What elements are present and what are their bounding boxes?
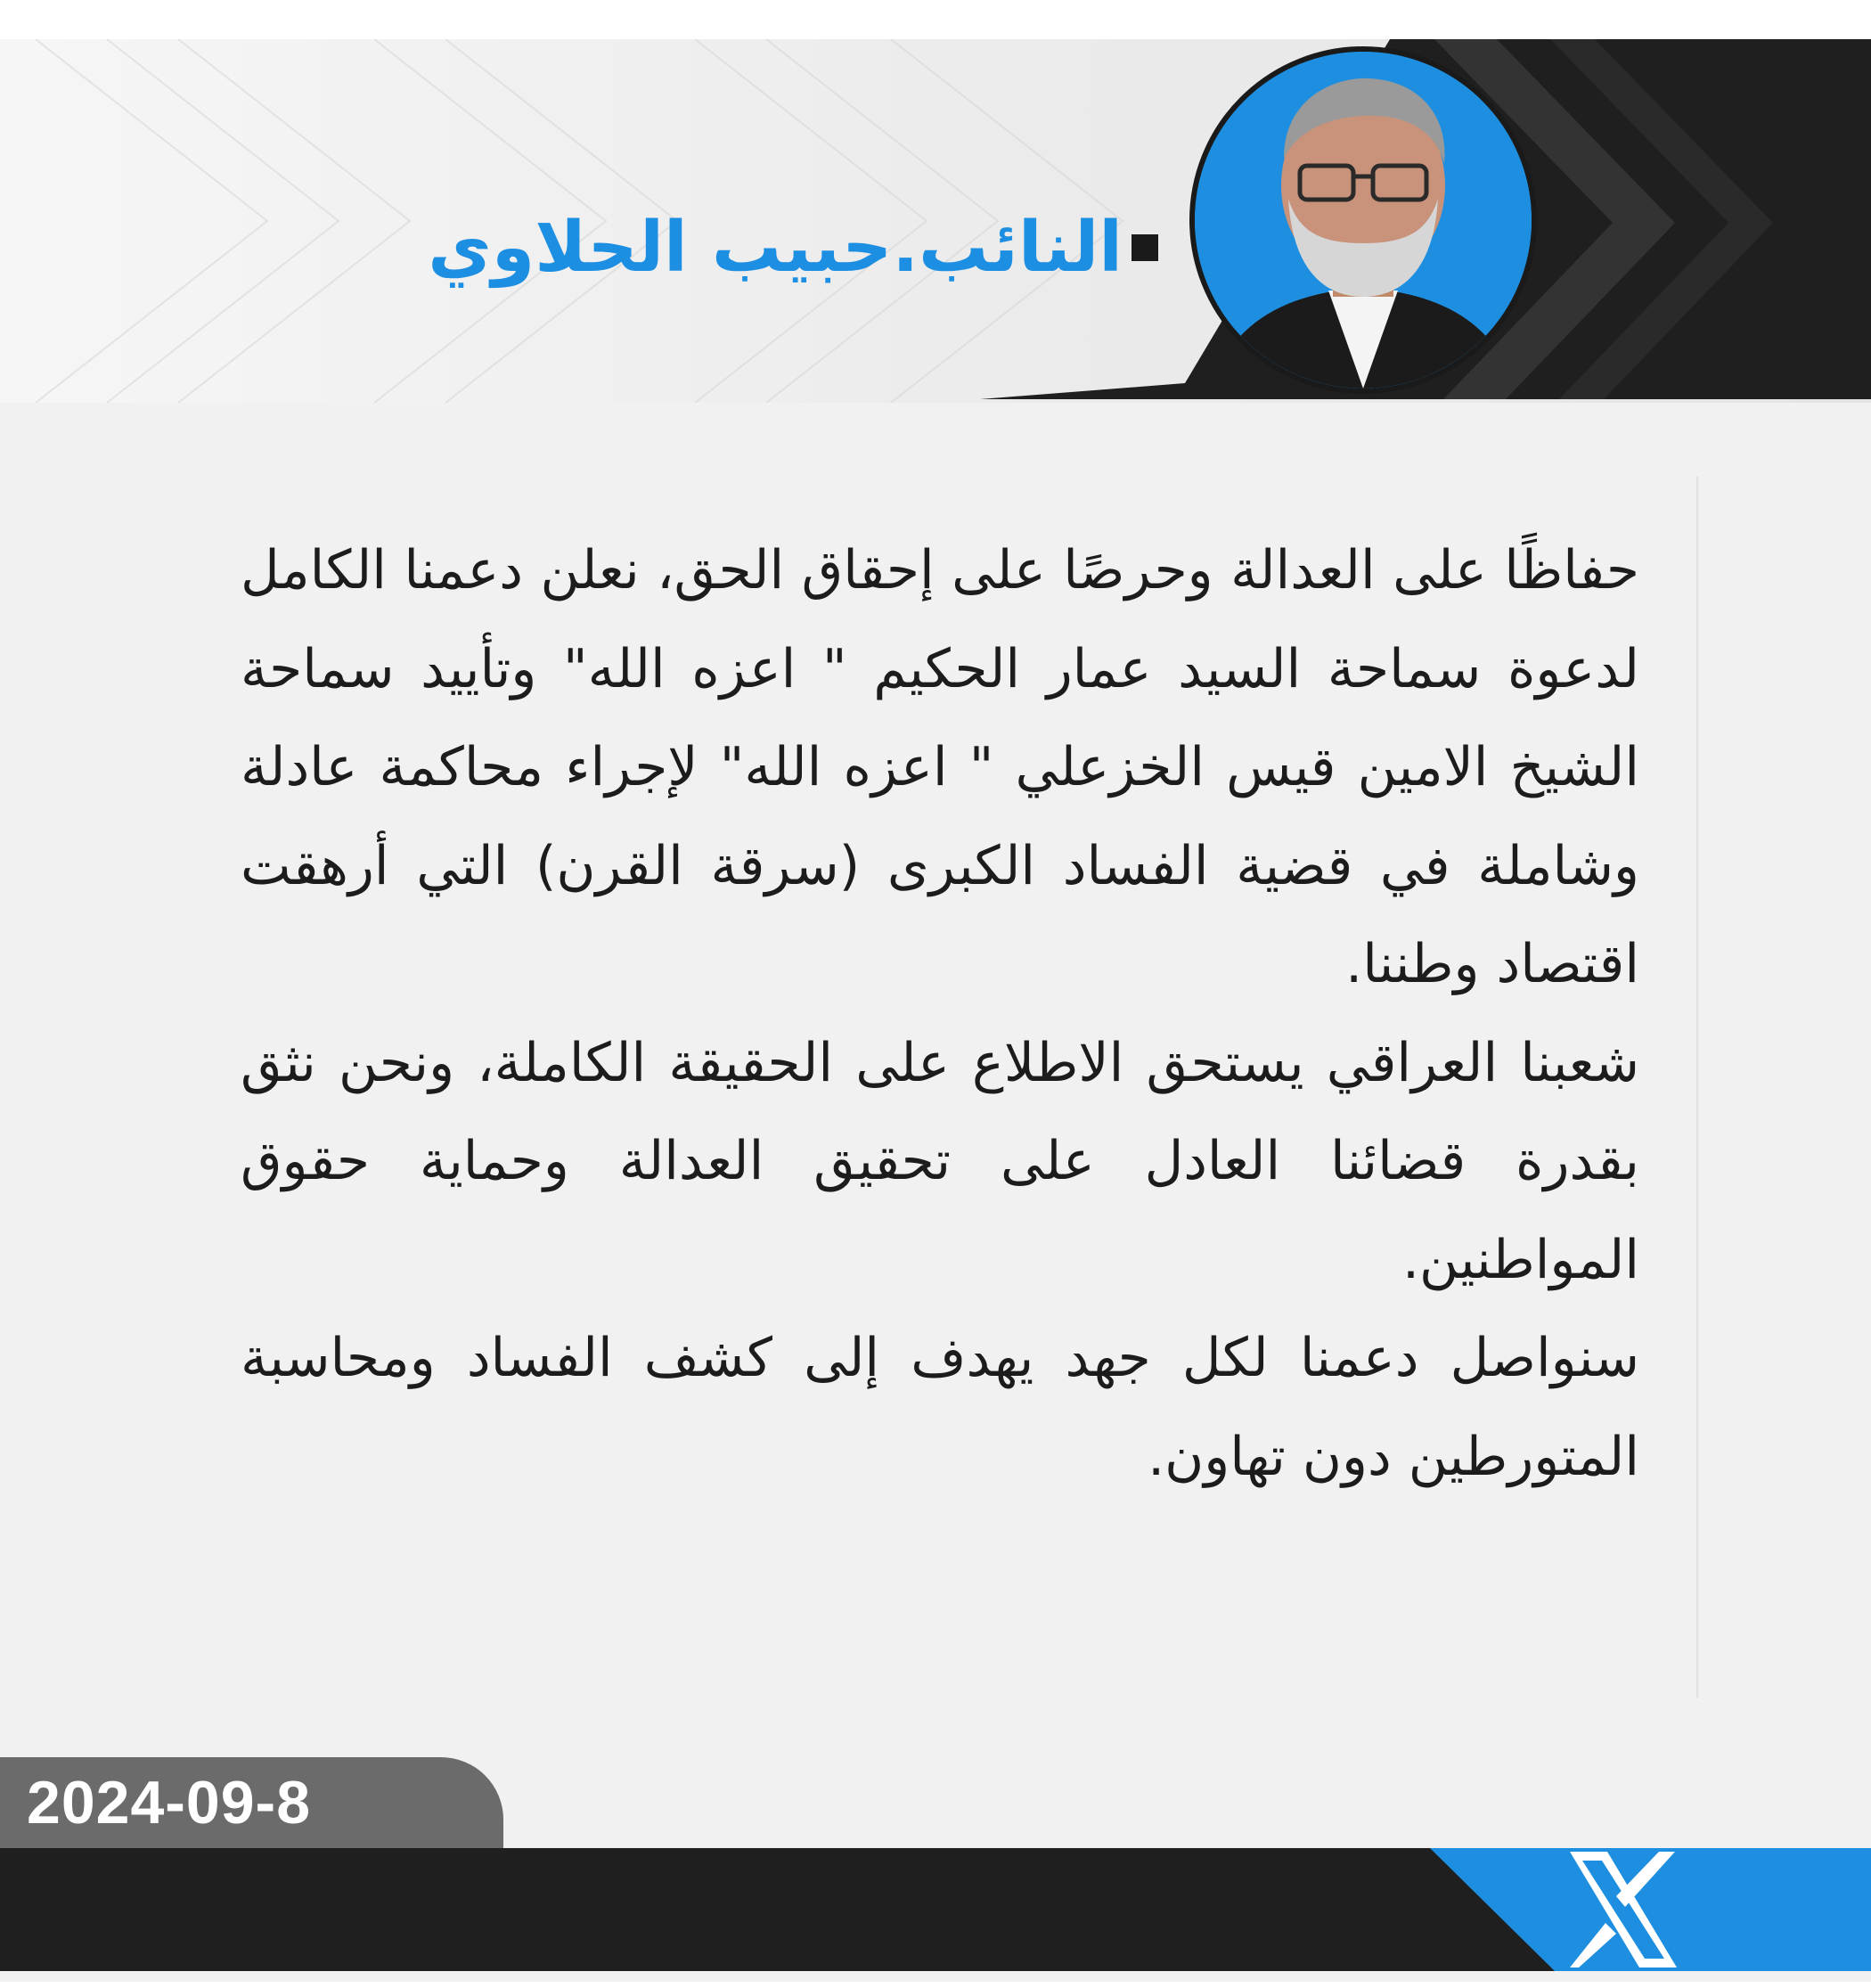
footer-accent (0, 1848, 1871, 1971)
post-date: 2024-09-8 (27, 1769, 312, 1837)
speaker-name: النائب.حبيب الحلاوي (428, 208, 1123, 288)
statement-paragraph-2: شعبنا العراقي يستحق الاطلاع على الحقيقة الكاملة، ونحن نثق بقدرة قضائنا العادل على تحقيق العدالة وحماية حقوق المواطنين. (241, 1031, 1639, 1291)
portrait-photo (1195, 52, 1532, 389)
statement-paragraph-3: سنواصل دعمنا لكل جهد يهدف إلى كشف الفساد ومحاسبة المتورطين دون تهاون. (241, 1327, 1639, 1488)
name-heading (428, 194, 1158, 301)
statement-text (241, 521, 1639, 1506)
avatar (1189, 46, 1537, 394)
bullet-square-icon (1132, 234, 1158, 261)
statement-paragraph-1: حفاظًا على العدالة وحرصًا على إحقاق الحق، نعلن دعمنا الكامل لدعوة سماحة السيد عمار الحكيم " اعزه الله" وتأييد سماحة الشيخ الامين قيس الخزعلي " اعزه الله" لإجراء محاكمة عادلة وشاملة في قضية الفساد الكبرى (سرقة القرن) التي أرهقت اقتصاد وطننا. (241, 539, 1639, 995)
